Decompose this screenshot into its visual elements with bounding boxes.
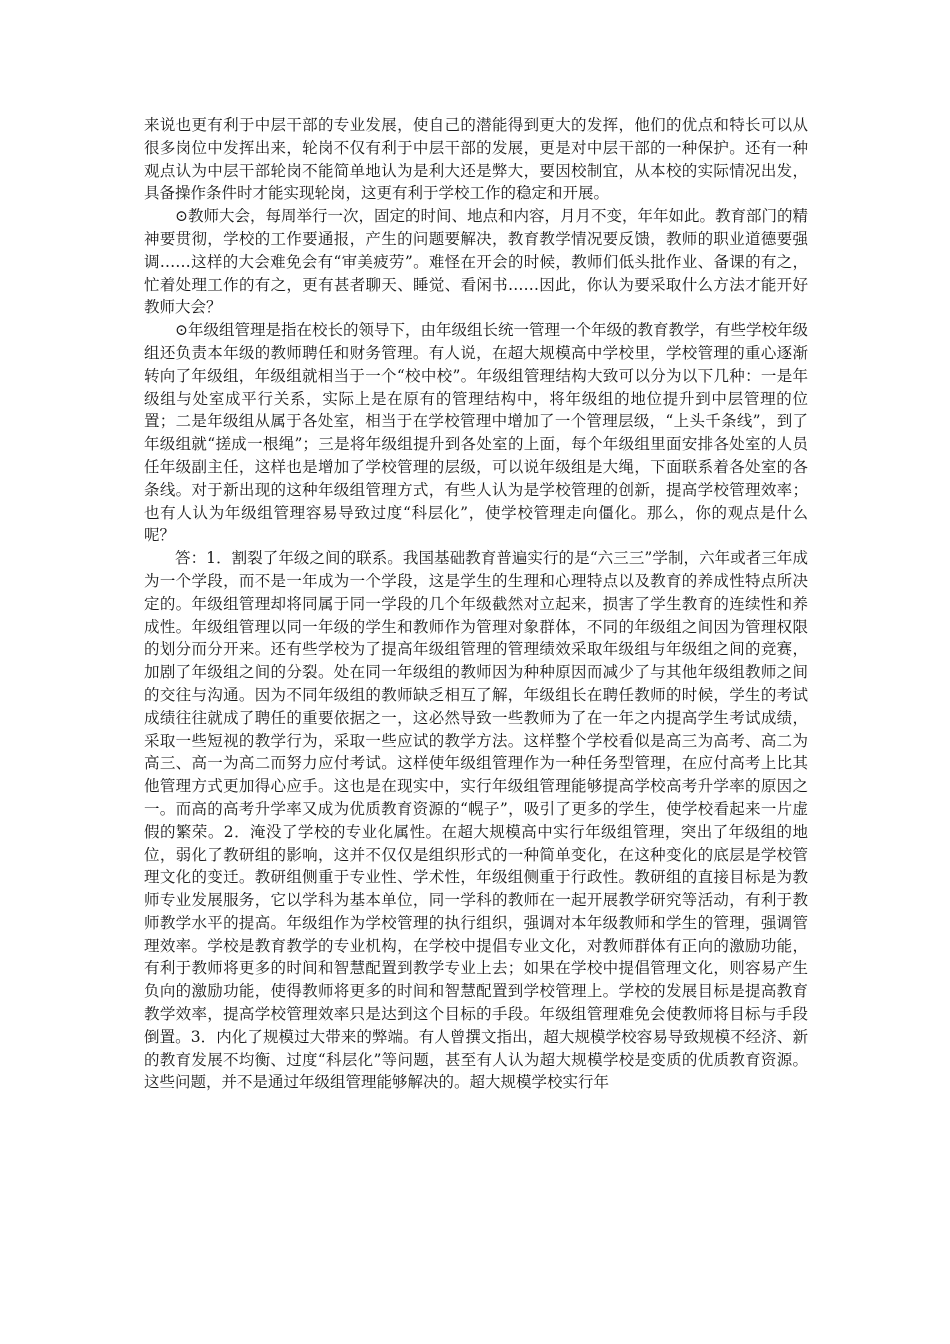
document-body <box>144 114 808 1094</box>
paragraph-grade-group-management: ⊙年级组管理是指在校长的领导下，由年级组长统一管理一个年级的教育教学，有些学校年级组还负责本年级的教师聘任和财务管理。有人说，在超大规模高中学校里，学校管理的重心逐渐转向了年级组，年级组就相当于一个“校中校”。年级组管理结构大致可以分为以下几种：一是年级组与处室成平行关系，实际上是在原有的管理结构中，将年级组的地位提升到中层管理的位置；二是年级组从属于各处室，相当于在学校管理中增加了一个管理层级，“上头千条线”，到了年级组就“搓成一根绳”；三是将年级组提升到各处室的上面，每个年级组里面安排各处室的人员任年级副主任，这样也是增加了学校管理的层级，可以说年级组是大绳，下面联系着各处室的各条线。对于新出现的这种年级组管理方式，有些人认为是学校管理的创新，提高学校管理效率；也有人认为年级组管理容易导致过度“科层化”，使学校管理走向僵化。那么，你的观点是什么呢？ <box>144 321 808 545</box>
paragraph-rotation-continued: 来说也更有利于中层干部的专业发展，使自己的潜能得到更大的发挥，他们的优点和特长可以从很多岗位中发挥出来，轮岗不仅有利于中层干部的发展，更是对中层干部的一种保护。还有一种观点认为中层干部轮岗不能简单地认为是利大还是弊大，要因校制宜，从本校的实际情况出发，具备操作条件时才能实现轮岗，这更有利于学校工作的稳定和开展。 <box>144 116 808 203</box>
paragraph-teacher-meeting: ⊙教师大会，每周举行一次，固定的时间、地点和内容，月月不变，年年如此。教育部门的精神要贯彻，学校的工作要通报，产生的问题要解决，教育教学情况要反馈，教师的职业道德要强调……这样的大会难免会有“审美疲劳”。难怪在开会的时候，教师们低头批作业、备课的有之，忙着处理工作的有之，更有甚者聊天、睡觉、看闲书……因此，你认为要采取什么方法才能开好教师大会？ <box>144 207 808 317</box>
paragraph-answer: 答：1．割裂了年级之间的联系。我国基础教育普遍实行的是“六三三”学制，六年或者三年成为一个学段，而不是一年成为一个学段，这是学生的生理和心理特点以及教育的养成性特点所决定的。年级组管理却将同属于同一学段的几个年级截然对立起来，损害了学生教育的连续性和养成性。年级组管理以同一年级的学生和教师作为管理对象群体，不同的年级组之间因为管理权限的划分而分开来。还有些学校为了提高年级组管理的管理绩效采取年级组与年级组之间的竞赛，加剧了年级组之间的分裂。处在同一年级组的教师因为种种原因而减少了与其他年级组教师之间的交往与沟通。因为不同年级组的教师缺乏相互了解，年级组长在聘任教师的时候，学生的考试成绩往往就成了聘任的重要依据之一，这必然导致一些教师为了在一年之内提高学生考试成绩，采取一些短视的教学行为，采取一些应试的教学方法。这样整个学校看似是高三为高考、高二为高三、高一为高二而努力应付考试。这样使年级组管理作为一种任务型管理，在应付高考上比其他管理方式更加得心应手。这也是在现实中，实行年级组管理能够提高学校高考升学率的原因之一。而高的高考升学率又成为优质教育资源的“幌子”，吸引了更多的学生，使学校看起来一片虚假的繁荣。2．淹没了学校的专业化属性。在超大规模高中实行年级组管理，突出了年级组的地位，弱化了教研组的影响，这并不仅仅是组织形式的一种简单变化，在这种变化的底层是学校管理文化的变迁。教研组侧重于专业性、学术性，年级组侧重于行政性。教研组的直接目标是为教师专业发展服务，它以学科为基本单位，同一学科的教师在一起开展教学研究等活动，有利于教师教学水平的提高。年级组作为学校管理的执行组织，强调对本年级教师和学生的管理，强调管理效率。学校是教育教学的专业机构，在学校中提倡专业文化，对教师群体有正向的激励功能，有利于教师将更多的时间和智慧配置到教学专业上去；如果在学校中提倡管理文化，则容易产生负向的激励功能，使得教师将更多的时间和智慧配置到学校管理上。学校的发展目标是提高教育教学效率，提高学校管理效率只是达到这个目标的手段。年级组管理难免会使教师将目标与手段倒置。3．内化了规模过大带来的弊端。有人曾撰文指出，超大规模学校容易导致规模不经济、新的教育发展不均衡、过度“科层化”等问题，甚至有人认为超大规模学校是变质的优质教育资源。这些问题，并不是通过年级组管理能够解决的。超大规模学校实行年 <box>144 549 808 1092</box>
